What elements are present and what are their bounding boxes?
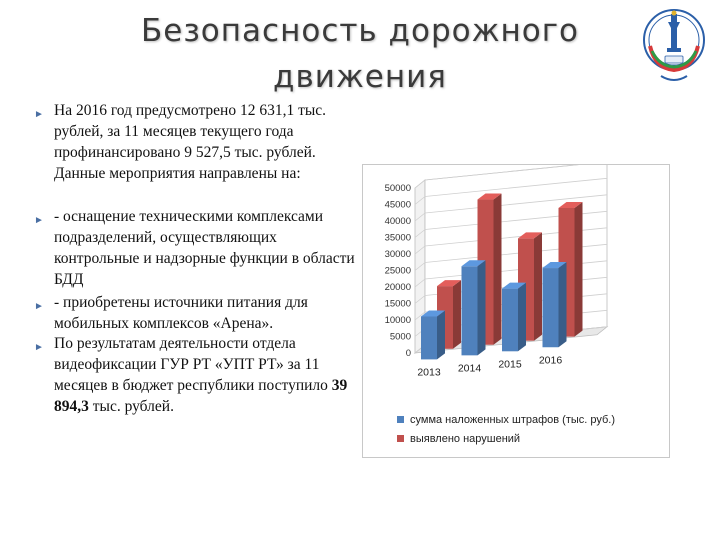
bar-side <box>534 232 542 340</box>
bullet-text: На 2016 год предусмотрено 12 631,1 тыс. рублей, за 11 месяцев текущего года профинансировано 9 527,5 тыс. рублей. Данные мероприятия направлены на: <box>54 102 327 182</box>
legend-label: выявлено нарушений <box>410 433 521 445</box>
y-tick-label: 5000 <box>389 331 411 343</box>
bullet-amount: 39 894,3 <box>54 377 348 415</box>
y-tick-label: 50000 <box>384 183 411 194</box>
chart <box>362 164 670 458</box>
bar-side <box>559 262 567 347</box>
y-tick-label: 0 <box>405 348 411 359</box>
y-tick-label: 20000 <box>384 282 411 293</box>
emblem-icon <box>641 6 707 88</box>
x-tick-label: 2014 <box>457 362 482 375</box>
x-tick-label: 2013 <box>417 366 441 379</box>
bullet-item <box>34 292 364 334</box>
legend-swatch <box>397 416 404 423</box>
chart-legend <box>397 411 657 449</box>
bar-side <box>575 202 583 337</box>
y-tick-label: 30000 <box>384 249 411 260</box>
bar-side <box>518 283 526 352</box>
x-tick-label: 2016 <box>538 354 563 367</box>
y-tick-label: 10000 <box>384 315 411 326</box>
bar-side <box>494 194 502 345</box>
bullet-text: - приобретены источники питания для мобильных комплексов «Арена». <box>54 294 308 332</box>
bullet-item <box>34 100 364 184</box>
bullet-item <box>34 333 364 417</box>
legend-label: сумма наложенных штрафов (тыс. руб.) <box>410 414 616 426</box>
bar-side <box>453 280 461 349</box>
legend-item <box>397 411 657 430</box>
y-tick-label: 25000 <box>384 265 411 277</box>
bar-side <box>437 311 445 360</box>
chart-plot <box>363 165 669 405</box>
bar-front <box>421 317 437 360</box>
legend-item <box>397 430 657 449</box>
bar-side <box>478 260 486 355</box>
title-line-2: движения <box>273 59 447 95</box>
triangle-right-icon: ► <box>34 342 44 353</box>
bullet-text: - оснащение техническими комплексами подразделений, осуществляющих контрольные и надзорные функции в области БДД <box>54 208 355 288</box>
bullet-text-part: тыс. рублей. <box>88 398 174 415</box>
y-tick-label: 15000 <box>384 298 411 310</box>
y-tick-label: 40000 <box>384 216 411 227</box>
bullet-item <box>34 206 364 290</box>
triangle-right-icon: ► <box>34 215 44 226</box>
slide-title <box>90 8 630 100</box>
triangle-right-icon: ► <box>34 301 44 312</box>
bullet-text <box>54 333 364 417</box>
x-tick-label: 2015 <box>498 358 522 371</box>
triangle-right-icon: ► <box>34 109 44 120</box>
legend-swatch <box>397 435 404 442</box>
bar-front <box>543 268 559 347</box>
y-tick-label: 35000 <box>384 232 411 244</box>
bullet-text-part: По результатам деятельности отдела видеофиксации ГУР РТ «УПТ РТ» за 11 месяцев в бюджет республики поступило <box>54 335 332 394</box>
bar-front <box>502 289 518 352</box>
title-line-1: Безопасность дорожного <box>140 13 580 49</box>
y-tick-label: 45000 <box>384 199 411 211</box>
bar-front <box>462 266 478 355</box>
